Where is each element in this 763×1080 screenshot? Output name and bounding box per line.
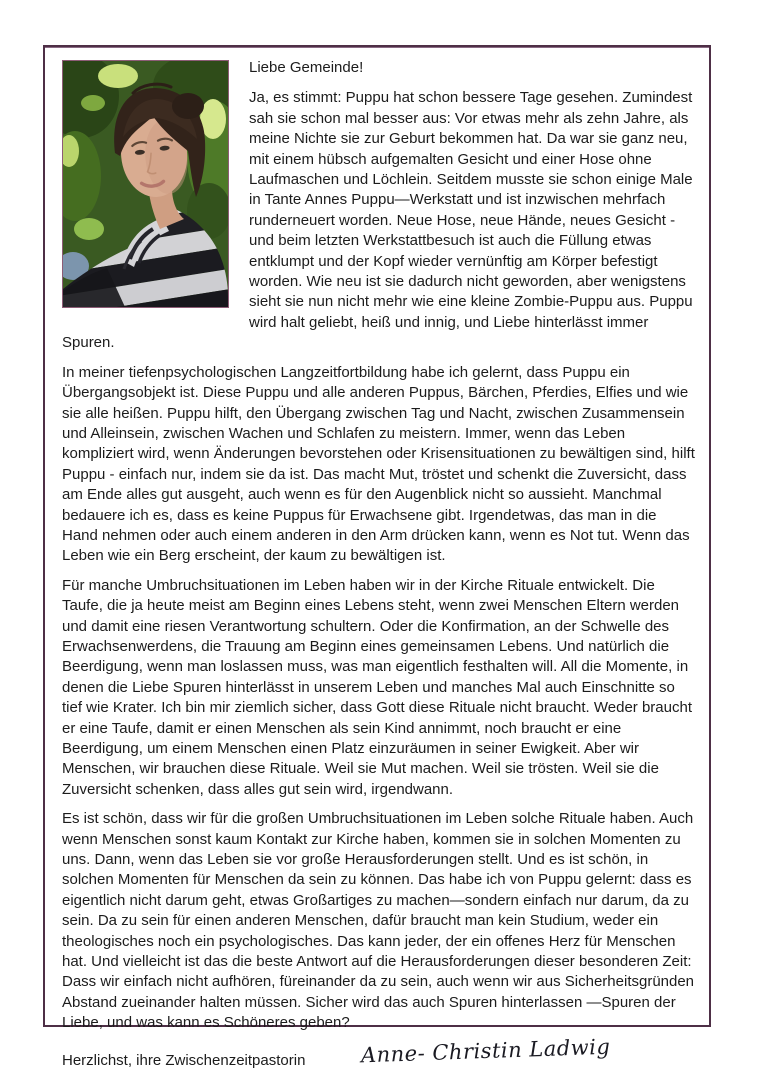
- letter-paragraph-1: Ja, es stimmt: Puppu hat schon bessere Tage gesehen. Zumindest sah sie schon mal besser aus: Vor etwas mehr als zehn Jahre, als meine Nichte sie zur Geburt bekommen hat. Da war sie ganz neu, mit einem hübsch aufgemalten Gesicht und einer Hose ohne Laufmaschen und Löchlein. Seitdem musste sie schon einige Male in Tante Annes Puppu—Werkstatt und ist inzwischen mehrfach runderneuert worden. Neue Hose, neue Hände, neues Gesicht - und beim letzten Werkstattbesuch ist auch die Füllung etwas entklumpt und der Kopf wieder vernünftig am Körper befestigt worden. Wie neu ist sie dadurch nicht geworden, aber wenigstens sieht sie nun nicht mehr wie eine kleine Zombie-Puppu aus. Puppu wird halt geliebt, heiß und innig, und Liebe hinterlässt immer Spuren.: [62, 89, 693, 352]
- page-border-frame: [43, 45, 711, 1069]
- pastor-portrait-photo: [62, 60, 229, 308]
- letter-content: [45, 47, 709, 1071]
- closing-text: Herzlichst, ihre Zwischenzeitpastorin: [62, 1051, 306, 1069]
- letter-paragraph-2: In meiner tiefenpsychologischen Langzeitfortbildung habe ich gelernt, dass Puppu ein Übergangsobjekt ist. Diese Puppu und alle anderen Puppus, Bärchen, Pferdies, Elfies und wie sie alle heißen. Puppu hilft, den Übergang zwischen Tag und Nacht, zwischen Zusammensein und Alleinsein, zwischen Wachen und Schlafen zu meistern. Immer, wenn das Leben kompliziert wird, wenn Änderungen bevorstehen oder Krisensituationen zu bewältigen sind, hilft Puppu - einfach nur, indem sie da ist. Das macht Mut, tröstet und schenkt die Zuversicht, dass am Ende alles gut ausgeht, auch wenn es für den Augenblick nicht so aussieht. Manchmal bedauere ich es, dass es keine Puppus für Erwachsene gibt. Irgendetwas, das man in die Hand nehmen oder auch einem anderen in den Arm drücken kann, wenn es Not tut. Wenn das Leben wie ein Berg erscheint, der kaum zu bewältigen ist.: [62, 363, 695, 565]
- greeting-text: Liebe Gemeinde!: [249, 59, 364, 76]
- letter-paragraph-3: Für manche Umbruchsituationen im Leben haben wir in der Kirche Rituale entwickelt. Die Taufe, die ja heute meist am Beginn eines Lebens steht, wenn zwei Menschen Eltern werden und damit eine riesen Verantwortung schultern. Oder die Konfirmation, an der Schwelle des Erwachsenwerdens, die Trauung am Beginn eines gemeinsamen Lebens. Und natürlich die Beerdigung, wenn man loslassen muss, was man eigentlich festhalten will. All die Momente, in denen die Liebe Spuren hinterlässt in unserem Leben und manches Mal auch Einschnitte so tief wie Krater. Ich bin mir ziemlich sicher, dass Gott diese Rituale nicht braucht. Weder braucht er eine Taufe, damit er einen Menschen als sein Kind annimmt, noch braucht er eine Beerdigung, um einem Menschen einen Platz einzuräumen in seiner Ewigkeit. Aber wir Menschen, wir brauchen diese Rituale. Weil sie Mut machen. Weil sie trösten. Weil sie die Zuversicht schenken, dass alles gut sein wird, irgendwann.: [62, 576, 692, 798]
- letter-paragraph-4: Es ist schön, dass wir für die großen Umbruchsituationen im Leben solche Rituale haben. Auch wenn Menschen sonst kaum Kontakt zur Kirche haben, kommen sie in solchen Momenten zu uns. Dann, wenn das Leben sie vor große Herausforderungen stellt. Und es ist schön, in solchen Momenten für Menschen da sein zu können. Das habe ich von Puppu gelernt: dass es eigentlich nicht darum geht, etwas Großartiges zu machen—sondern einfach nur darum, da zu sein. Da zu sein für einen anderen Menschen, dafür braucht man kein Studium, weder ein theologisches noch ein psychologisches. Das kann jeder, der ein offenes Herz für Menschen hat. Und vielleicht ist das die beste Antwort auf die Herausforderungen dieser besonderen Zeit: Dass wir einfach nicht aufhören, füreinander da zu sein, auch wenn wir aus Sicherheitsgründen Abstand zueinander halten müssen. Sicher wird das auch Spuren hinterlassen —Spuren der Liebe, und was kann es Schöneres geben?: [62, 810, 695, 1032]
- closing-row: [62, 1034, 696, 1071]
- signature-handwriting: Anne- Christin Ladwig: [361, 1034, 612, 1068]
